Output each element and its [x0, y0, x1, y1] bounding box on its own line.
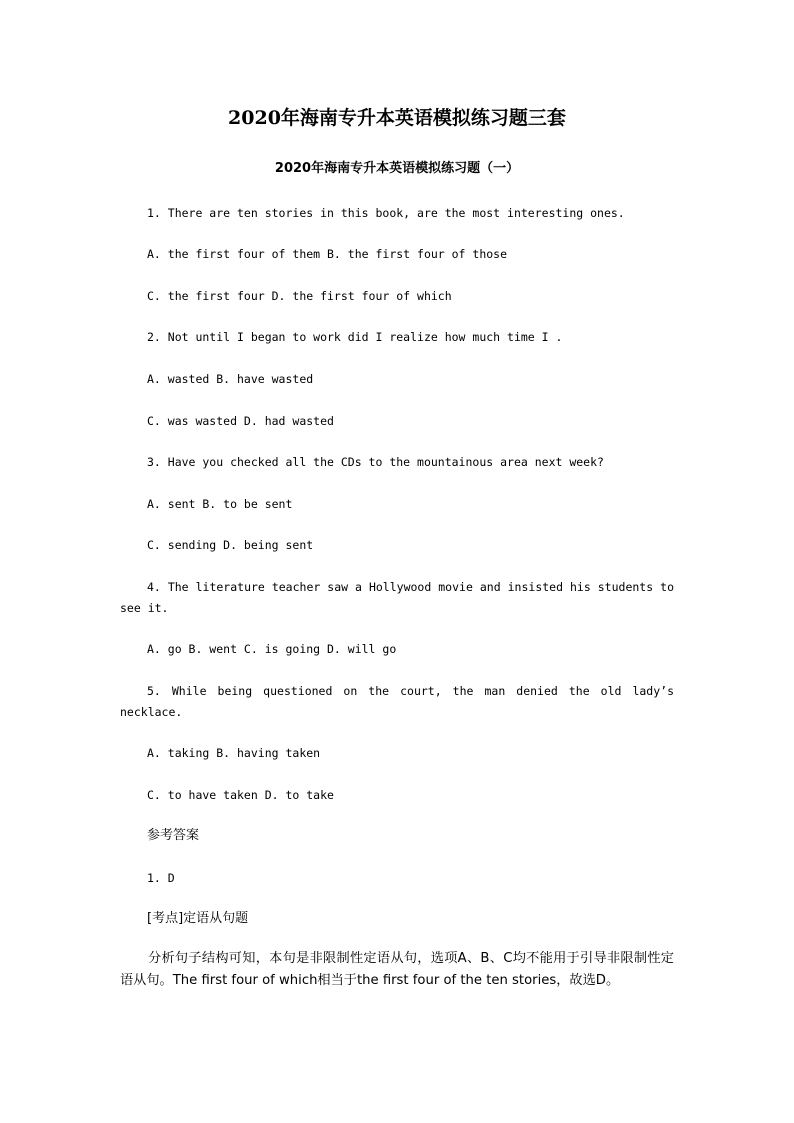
- question-5-options-cd: C. to have taken D. to take: [147, 788, 334, 802]
- document-subtitle: 2020年海南专升本英语模拟练习题（一）: [274, 161, 520, 176]
- question-1-options-cd: C. the first four D. the first four of which: [147, 289, 452, 303]
- question-2-options-ab: A. wasted B. have wasted: [147, 372, 314, 386]
- answer-1-topic: [考点]定语从句题: [147, 911, 249, 926]
- question-4-stem: 4. The literature teacher saw a Hollywood movie and insisted his students to see it.: [120, 580, 674, 615]
- question-1-options-ab: A. the first four of them B. the first four of those: [147, 247, 508, 261]
- question-2-stem: 2. Not until I began to work did I realize how much time I .: [147, 330, 563, 344]
- question-5-stem: 5. While being questioned on the court, the man denied the old lady’s necklace.: [120, 684, 674, 719]
- answer-1: 1. D: [147, 871, 175, 885]
- answer-1-explanation: 分析句子结构可知，本句是非限制性定语从句，选项A、B、C均不能用于引导非限制性定语从句。The first four of which相当于the first four of the ten stories，故选D。: [120, 951, 674, 988]
- question-3-stem: 3. Have you checked all the CDs to the mountainous area next week?: [147, 455, 604, 469]
- question-2-options-cd: C. was wasted D. had wasted: [147, 414, 334, 428]
- document-title: 2020年海南专升本英语模拟练习题三套: [228, 107, 566, 129]
- question-4-options: A. go B. went C. is going D. will go: [147, 642, 397, 656]
- question-1-stem: 1. There are ten stories in this book, are the most interesting ones.: [147, 206, 625, 220]
- question-5-options-ab: A. taking B. having taken: [147, 746, 321, 760]
- question-3-options-ab: A. sent B. to be sent: [147, 497, 293, 511]
- answers-heading: 参考答案: [147, 828, 200, 843]
- question-3-options-cd: C. sending D. being sent: [147, 538, 314, 552]
